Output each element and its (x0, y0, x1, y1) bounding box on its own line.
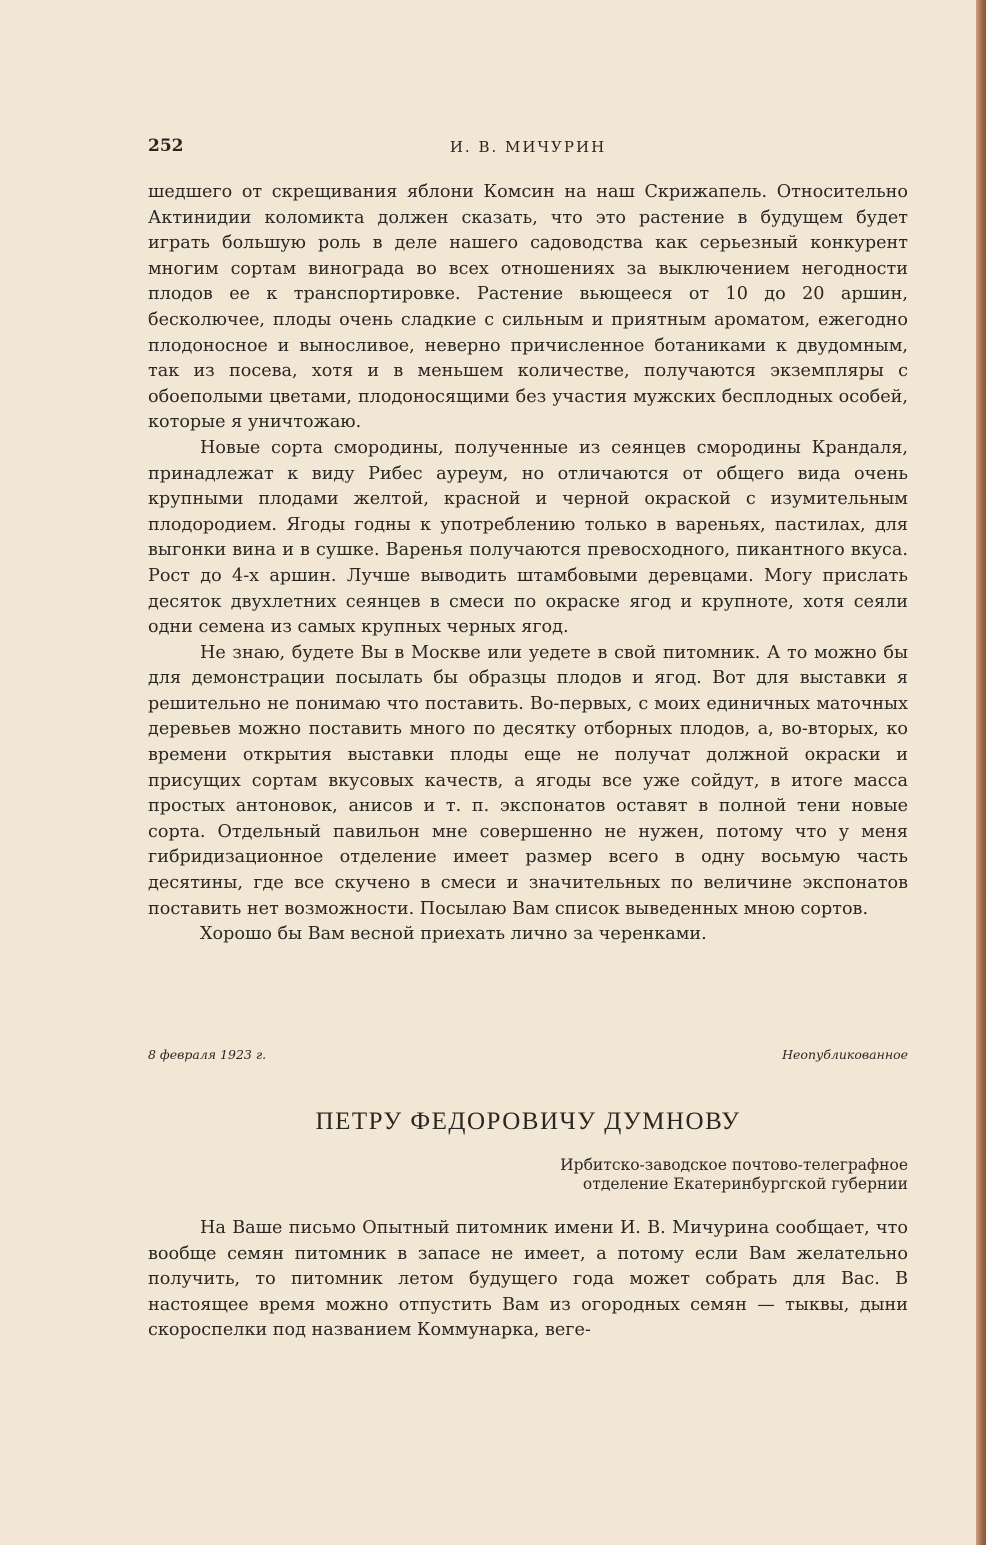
recipient-address (148, 1156, 908, 1194)
paragraph-currants: Новые сорта смородины, полученные из сеянцев смородины Крандаля, принадлежат к виду Рибес ауреум, но отличаются от общего вида очень крупными плодами желтой, красной и черной окраской с изумительным плодородием. Ягоды годны к употреблению только в вареньях, пастилах, для выгонки вина и в сушке. Варенья получаются превосходного, пикантного вкуса. Рост до 4-х аршин. Лучше выводить штамбовыми деревцами. Могу прислать десяток двухлетних сеянцев в смеси по окраске ягод и крупноте, хотя сеяли одни семена из самых крупных черных ягод. (148, 437, 908, 638)
main-text (148, 180, 908, 948)
page-header (148, 136, 908, 160)
running-title: И. В. МИЧУРИН (449, 138, 607, 156)
publication-note: Неопубликованное (782, 1047, 908, 1062)
letter-paragraph: На Ваше письмо Опытный питомник имени И. В. Мичурина сообщает, что вообще семян питомник в запасе не имеет, а потому если Вам желательно получить, то питомник летом будущего года может собрать для Вас. В настоящее время можно отпустить Вам из огородных семян — тыквы, дыни скороспелки под названием Коммунарка, веге- (148, 1218, 908, 1341)
letter-heading: ПЕТРУ ФЕДОРОВИЧУ ДУМНОВУ (315, 1108, 741, 1135)
letter-date: 8 февраля 1923 г. (148, 1047, 267, 1062)
paragraph-closing: Хорошо бы Вам весной приехать лично за черенками. (200, 924, 707, 945)
paragraph-exhibition: Не знаю, будете Вы в Москве или уедете в свой питомник. А то можно бы для демонстрации посылать бы образцы плодов и ягод. Вот для выставки я решительно не понимаю что поставить. Во-первых, с моих единичных маточных деревьев можно поставить много по десятку отборных плодов, а, во-вторых, ко времени открытия выставки плоды еще не получат должной окраски и присущих сортам вкусовых качеств, а ягоды все уже сойдут, в итоге масса простых антоновок, анисов и т. п. экспонатов оставят в полной тени новые сорта. Отдельный павильон мне совершенно не нужен, потому что у меня гибридизационное отделение имеет размер всего в одну восьмую часть десятины, где все скучено в смеси и значительных по величине экспонатов поставить нет возможности. Посылаю Вам список выведенных мною сортов. (148, 642, 908, 919)
dateline (148, 1047, 908, 1067)
address-line: Ирбитско-заводское почтово-телеграфное (560, 1156, 908, 1174)
letter-body (148, 1216, 908, 1344)
paragraph-continuation: шедшего от скрещивания яблони Комсин на наш Скрижапель. Относительно Актинидии коломикта должен сказать, что это растение в будущем будет играть большую роль в деле нашего садоводства как серьезный конкурент многим сортам винограда во всех отношениях за выключением негодности плодов ее к транспортировке. Растение вьющееся от 10 до 20 аршин, бесколючее, плоды очень сладкие с сильным и приятным ароматом, ежегодно плодоносное и выносливое, неверно причисленное ботаниками к двудомным, так из посева, хотя и в меньшем количестве, получаются экземпляры с обоеполыми цветами, плодоносящими без участия мужских бесплодных особей, которые я уничтожаю. (148, 182, 908, 433)
page-number: 252 (148, 136, 184, 156)
book-spine-edge (976, 0, 986, 1545)
address-line: отделение Екатеринбургской губернии (582, 1175, 908, 1193)
